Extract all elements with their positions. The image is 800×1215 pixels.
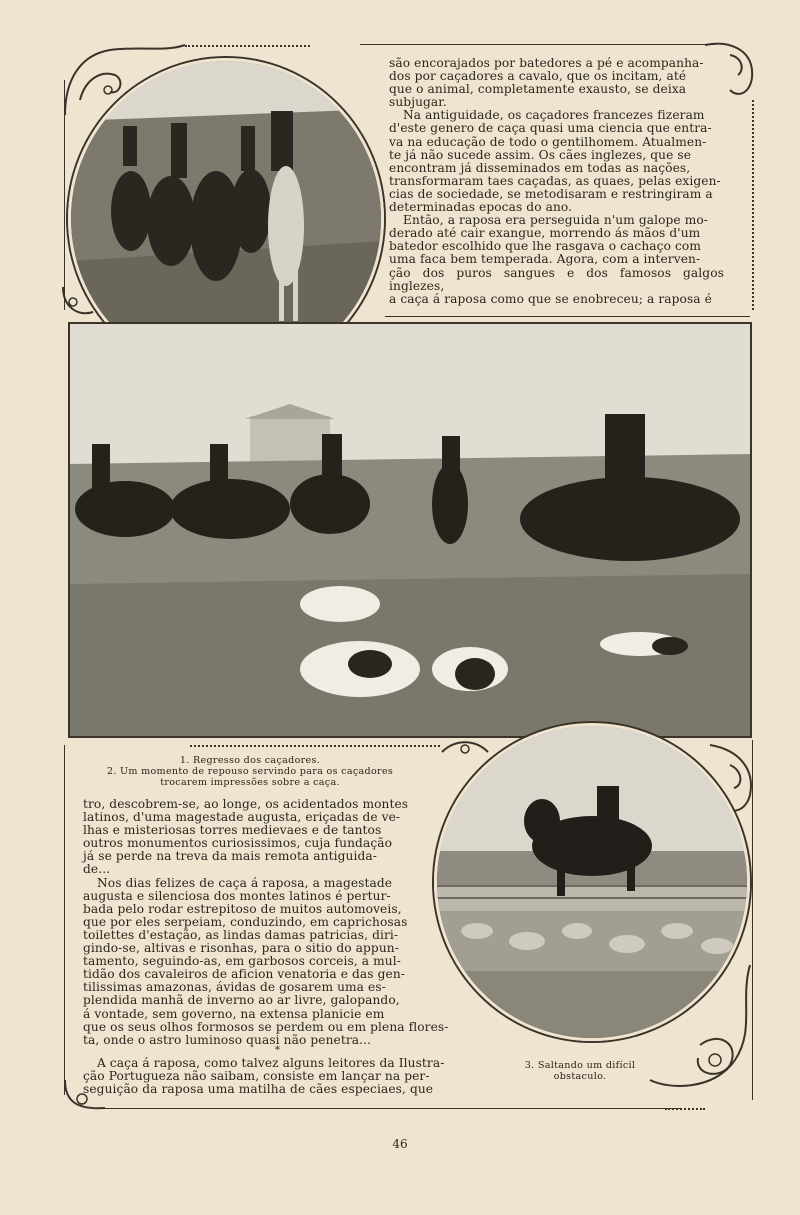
- text-line: subjugar.: [389, 95, 447, 110]
- text-line: tro, descobrem-se, ao longe, os acidentados montes: [83, 797, 409, 811]
- frame-left-lower-line: [64, 745, 65, 1095]
- text-line: determinadas epocas do ano.: [389, 200, 573, 215]
- text-line: lhas e misteriosas torres medievaes e de tantos: [83, 823, 382, 838]
- text-line: Na antiguidade, os caçadores francezes fizeram: [403, 108, 705, 123]
- frame-top-dots: [185, 45, 310, 47]
- text-line: tamento, seguindo-as, em garbosos corceis, a mul-: [83, 954, 401, 969]
- text-line: que o animal, completamente exausto, se deixa: [389, 82, 687, 97]
- text-line: ção dos puros sangues e dos famosos galgos inglezes,: [389, 265, 724, 293]
- text-line: de...: [83, 862, 111, 877]
- photo-3-jumping-obstacle: [434, 723, 750, 1041]
- section-separator: *: [275, 1045, 280, 1056]
- text-line: augusta e silenciosa dos montes latinos é pertur-: [83, 888, 391, 903]
- caption-line: 3. Saltando um difícil: [524, 1060, 636, 1071]
- text-line: cias de sociedade, se metodisaram e restringiram a: [389, 186, 713, 201]
- text-line: já se perde na treva da mais remota antiguida-: [83, 849, 377, 864]
- photo-2-scene: [70, 324, 750, 736]
- text-column-bottom-final: [83, 1057, 473, 1096]
- frame-mid-line: [385, 316, 750, 317]
- caption-line: 2. Um momento de repouso servindo para os caçadores: [106, 766, 394, 777]
- caption-line: obstaculo.: [553, 1071, 607, 1082]
- photo-3-scene: [437, 726, 747, 1038]
- text-line: toilettes d'estação, as lindas damas patricias, diri-: [83, 927, 399, 942]
- text-line: outros monumentos curiosissimos, cuja fundação: [83, 836, 393, 851]
- text-line: gindo-se, altivas e risonhas, para o sitio do appun-: [83, 941, 399, 956]
- text-line: que por eles serpeiam, conduzindo, em caprichosas: [83, 914, 408, 929]
- caption-photo-3: [500, 1060, 660, 1082]
- frame-caption-dots: [190, 745, 440, 747]
- photo-2-rest-moment: [68, 322, 752, 738]
- text-line: plendida manhã de inverno ao ar livre, galopando,: [83, 993, 400, 1008]
- caption-line: 1. Regresso dos caçadores.: [179, 755, 321, 766]
- text-line: seguição da raposa uma matilha de cães especiaes, que: [83, 1082, 434, 1097]
- frame-top-line: [360, 44, 715, 45]
- text-line: transformaram taes caçadas, as quaes, pelas exigen-: [389, 173, 721, 188]
- text-line: são encorajados por batedores a pé e acompanha-: [389, 56, 704, 70]
- text-line: a caça á raposa como que se enobreceu; a raposa é: [389, 291, 712, 306]
- frame-right-dots: [752, 100, 754, 310]
- text-line: á vontade, sem governo, na extensa planicie em: [83, 1006, 385, 1021]
- text-line: dos por caçadores a cavalo, que os incitam, até: [389, 69, 687, 84]
- text-line: derado até cair exangue, morrendo ás mãos d'um: [389, 226, 701, 241]
- text-column-bottom-left: [83, 798, 473, 1047]
- page-number: 46: [392, 1137, 408, 1151]
- text-line: batedor escolhido que lhe rasgava o cachaço com: [389, 239, 702, 254]
- text-line: latinos, d'uma magestade augusta, eriçadas de ve-: [83, 810, 401, 825]
- text-line: uma faca bem temperada. Agora, com a interven-: [389, 252, 701, 267]
- text-line: A caça á raposa, como talvez alguns leitores da Ilustra-: [97, 1056, 445, 1070]
- text-line: encontram já disseminados em todas as nações,: [389, 160, 691, 175]
- text-line: Então, a raposa era perseguida n'um galope mo-: [403, 213, 709, 228]
- caption-photos-1-2: [80, 755, 420, 788]
- text-line: ção Portugueza não saibam, consiste em lançar na per-: [83, 1069, 430, 1084]
- caption-line: trocarem impressões sobre a caça.: [160, 777, 340, 788]
- text-line: te já não sucede assim. Os cães inglezes, que se: [389, 147, 692, 162]
- text-line: Nos dias felizes de caça á raposa, a magestade: [97, 875, 393, 890]
- text-line: tidão dos cavaleiros de aficion venatoria e das gen-: [83, 967, 406, 982]
- ornament-caption-icon: [440, 737, 490, 767]
- frame-bottom-line: [100, 1108, 680, 1109]
- text-line: bada pelo rodar estrepitoso de muitos automoveis,: [83, 901, 402, 916]
- text-line: que os seus olhos formosos se perdem ou em plena flores-: [83, 1019, 449, 1034]
- text-column-top-right: [389, 57, 724, 306]
- text-line: ta, onde o astro luminoso quasi não penetra...: [83, 1032, 372, 1047]
- text-line: tilissimas amazonas, ávidas de gosarem uma es-: [83, 980, 386, 995]
- text-line: d'este genero de caça quasi uma ciencia que entra-: [389, 121, 712, 136]
- text-line: va na educação de todo o gentilhomem. Atualmen-: [389, 134, 707, 149]
